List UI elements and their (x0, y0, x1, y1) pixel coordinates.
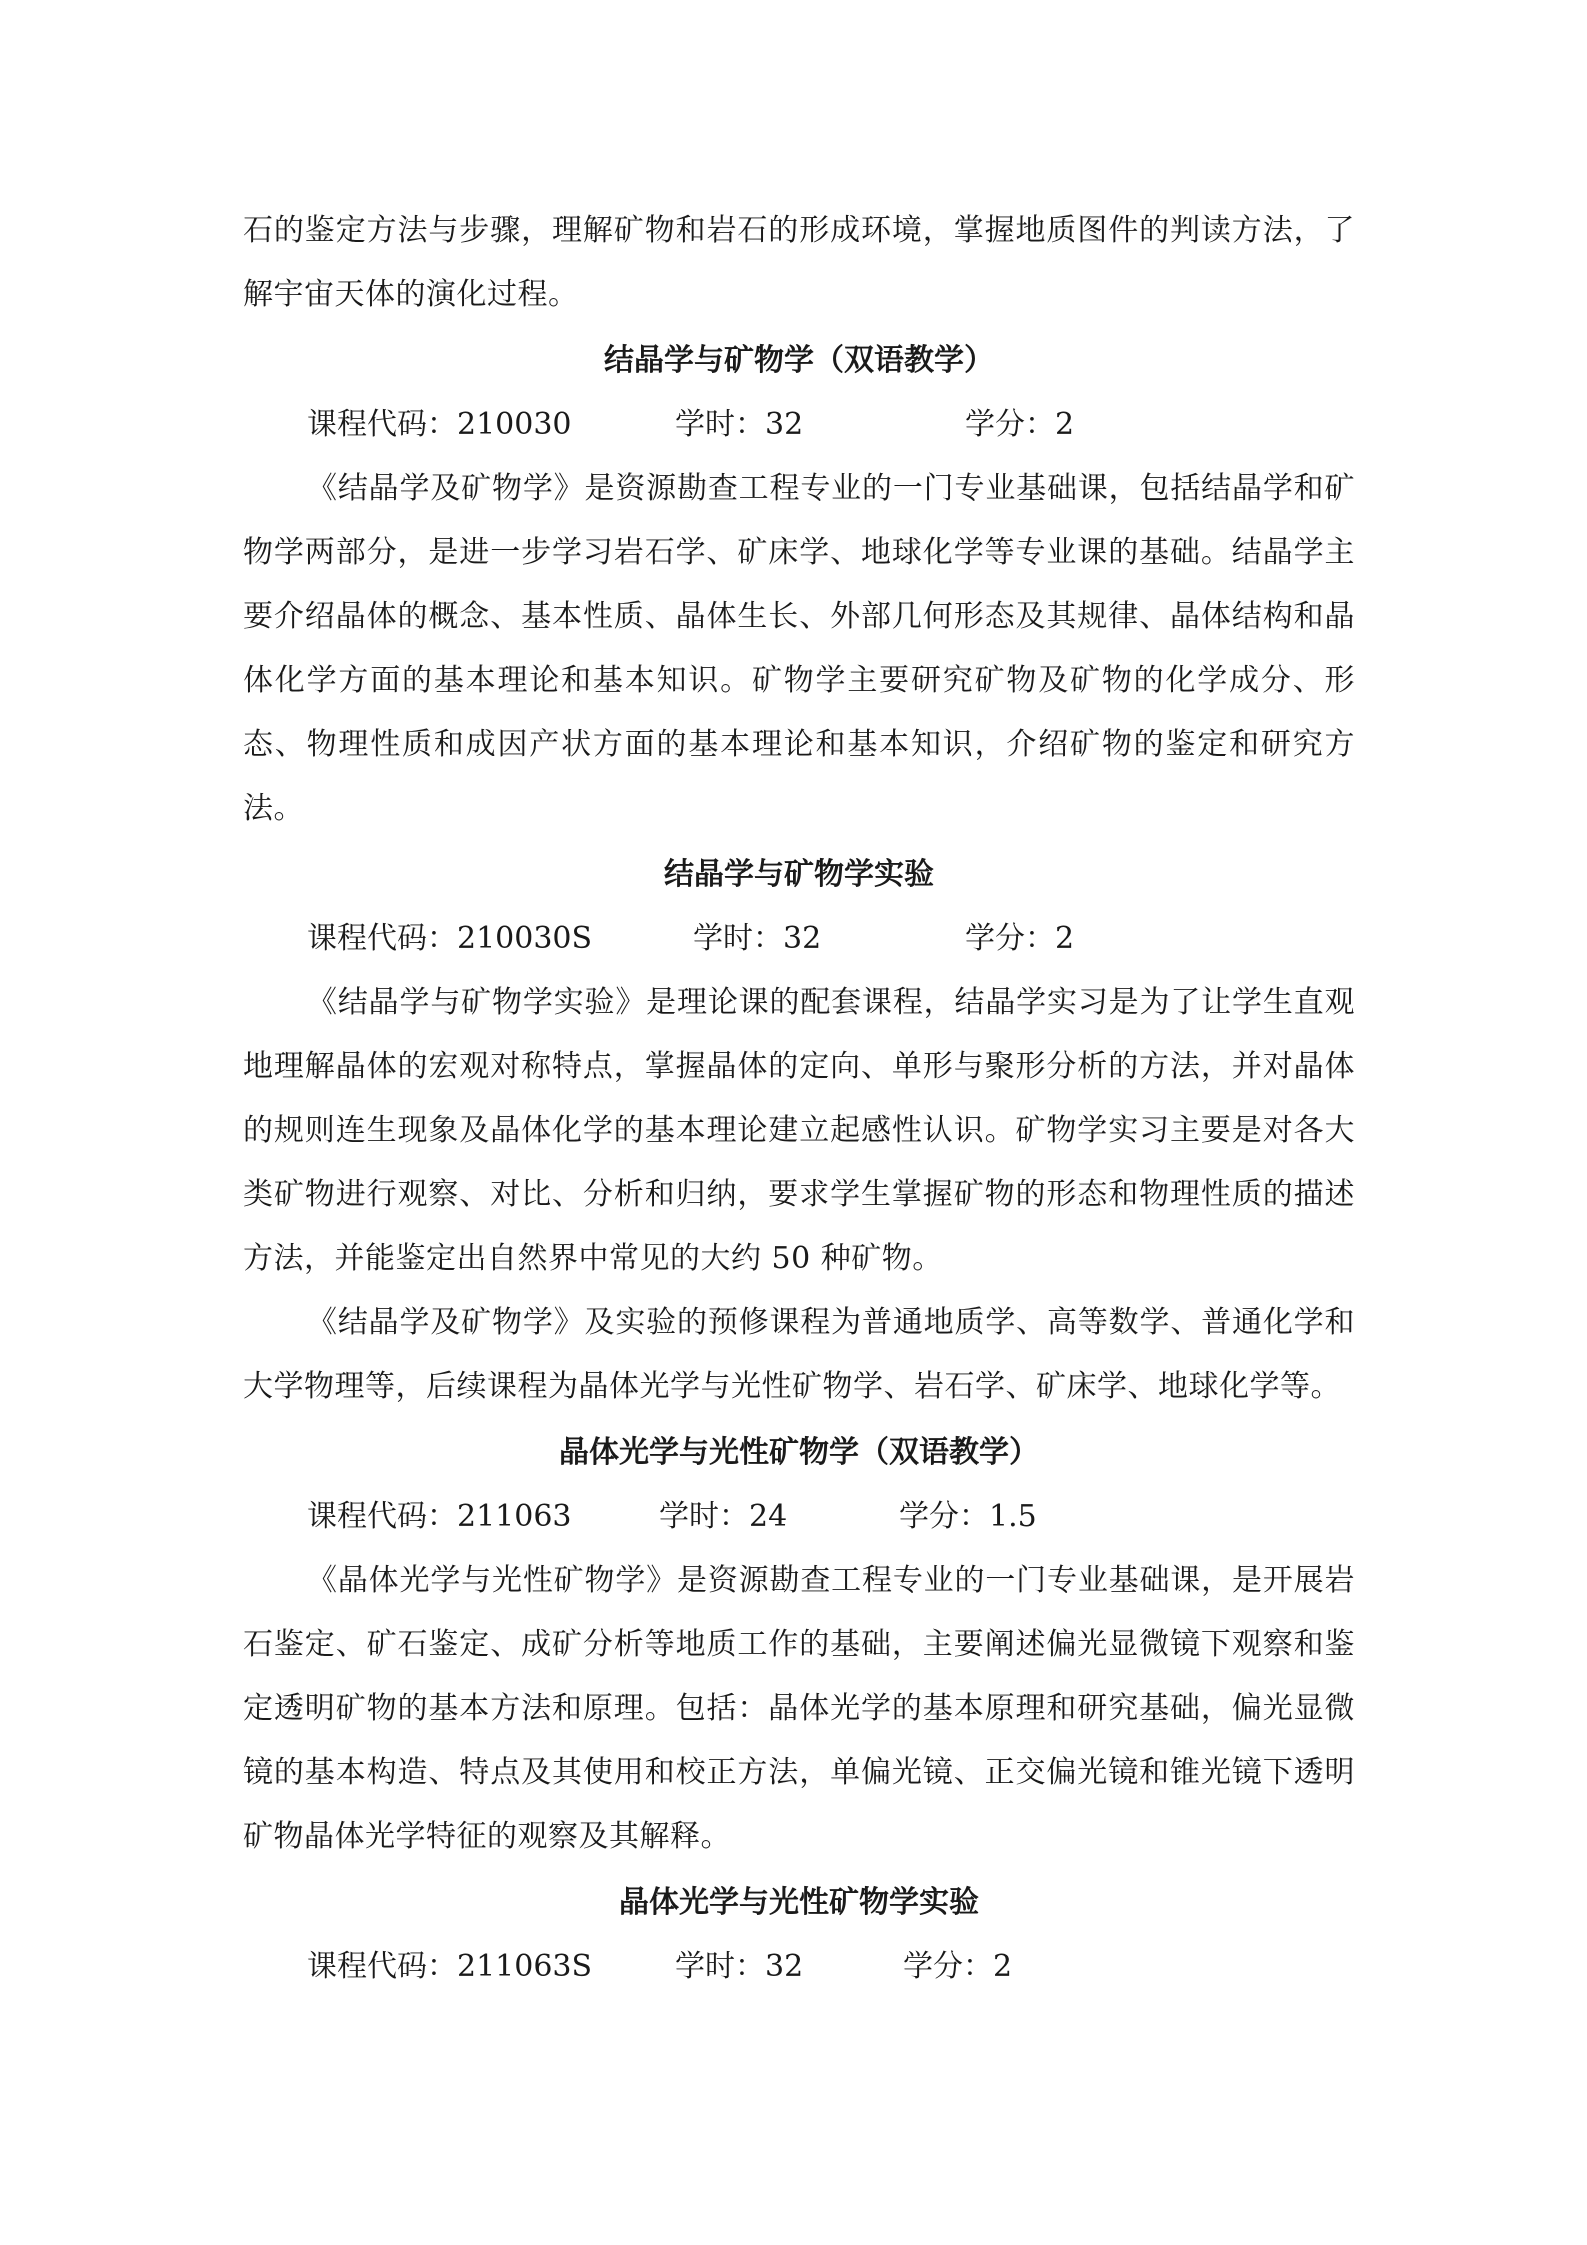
course-code: 课程代码：211063S (307, 1949, 593, 1984)
course-code: 课程代码：211063 (307, 1499, 572, 1534)
section-paragraph: 《结晶学及矿物学》是资源勘查工程专业的一门专业基础课，包括结晶学和矿物学两部分，是进一步学习岩石学、矿床学、地球化学等专业课的基础。结晶学主要介绍晶体的概念、基本性质、晶体生长、外部几何形态及其规律、晶体结构和晶体化学方面的基本理论和基本知识。矿物学主要研究矿物及矿物的化学成分、形态、物理性质和成因产状方面的基本理论和基本知识，介绍矿物的鉴定和研究方法。 (243, 471, 1355, 826)
course-hours: 学时：32 (693, 921, 822, 956)
course-credits: 学分：1.5 (899, 1499, 1037, 1534)
document-body (243, 199, 1355, 1999)
course-code: 课程代码：210030 (307, 407, 572, 442)
course-meta (243, 393, 1355, 457)
course-hours: 学时：32 (675, 407, 804, 442)
section-title: 结晶学与矿物学（双语教学） (604, 343, 994, 378)
course-meta (243, 1935, 1355, 1999)
section-title: 晶体光学与光性矿物学实验 (619, 1885, 979, 1920)
section-paragraph: 《晶体光学与光性矿物学》是资源勘查工程专业的一门专业基础课，是开展岩石鉴定、矿石鉴定、成矿分析等地质工作的基础，主要阐述偏光显微镜下观察和鉴定透明矿物的基本方法和原理。包括：晶体光学的基本原理和研究基础，偏光显微镜的基本构造、特点及其使用和校正方法，单偏光镜、正交偏光镜和锥光镜下透明矿物晶体光学特征的观察及其解释。 (243, 1563, 1355, 1854)
section-title: 晶体光学与光性矿物学（双语教学） (559, 1435, 1039, 1470)
section-title: 结晶学与矿物学实验 (664, 857, 934, 892)
course-meta (243, 907, 1355, 971)
course-hours: 学时：24 (659, 1499, 788, 1534)
course-credits: 学分：2 (965, 407, 1075, 442)
course-credits: 学分：2 (965, 921, 1075, 956)
course-hours: 学时：32 (675, 1949, 804, 1984)
course-code: 课程代码：210030S (307, 921, 593, 956)
intro-paragraph: 石的鉴定方法与步骤，理解矿物和岩石的形成环境，掌握地质图件的判读方法，了解宇宙天体的演化过程。 (243, 213, 1355, 312)
section-paragraph: 《结晶学与矿物学实验》是理论课的配套课程，结晶学实习是为了让学生直观地理解晶体的宏观对称特点，掌握晶体的定向、单形与聚形分析的方法，并对晶体的规则连生现象及晶体化学的基本理论建立起感性认识。矿物学实习主要是对各大类矿物进行观察、对比、分析和归纳，要求学生掌握矿物的形态和物理性质的描述方法，并能鉴定出自然界中常见的大约 50 种矿物。 (243, 985, 1355, 1276)
course-meta (243, 1485, 1355, 1549)
section-paragraph: 《结晶学及矿物学》及实验的预修课程为普通地质学、高等数学、普通化学和大学物理等，后续课程为晶体光学与光性矿物学、岩石学、矿床学、地球化学等。 (243, 1305, 1355, 1404)
course-credits: 学分：2 (903, 1949, 1013, 1984)
